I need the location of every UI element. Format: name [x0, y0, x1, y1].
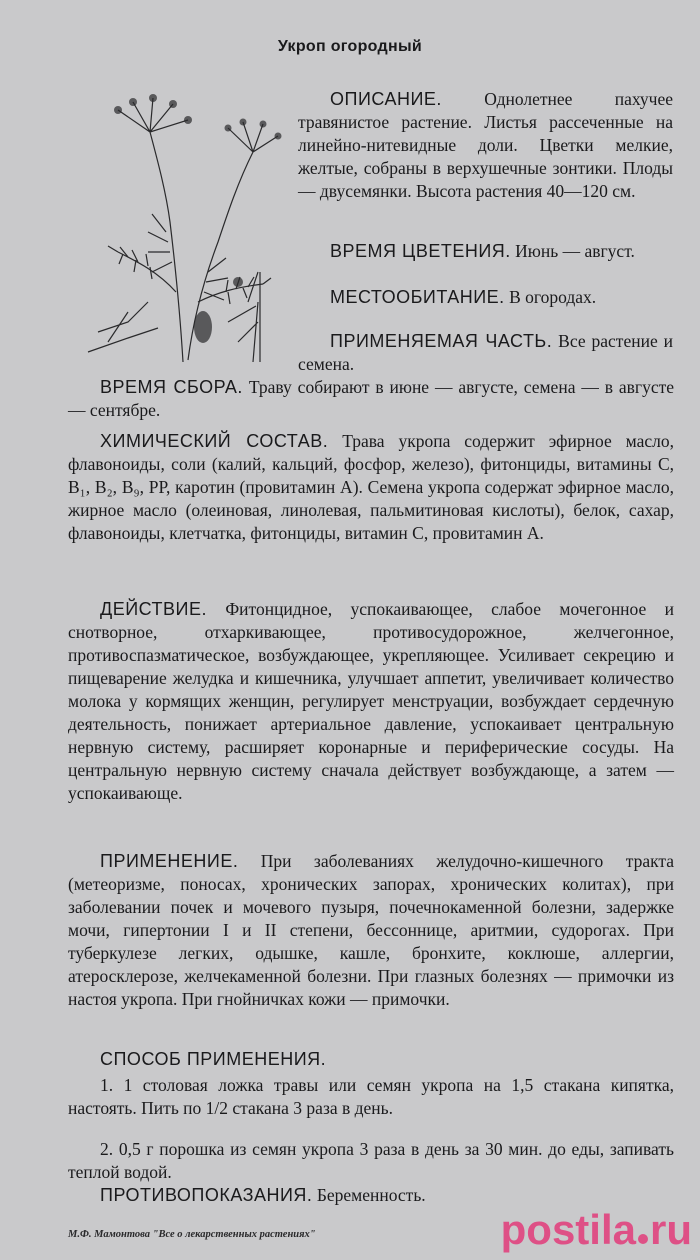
watermark-dot	[638, 1234, 648, 1244]
used-part-heading: ПРИМЕНЯЕМАЯ ЧАСТЬ.	[330, 331, 553, 351]
habitat-paragraph	[298, 286, 673, 309]
page-title: Укроп огородный	[277, 38, 423, 55]
watermark-domain: ru	[650, 1206, 692, 1253]
composition-text: Трава укропа содержит эфирное масло, флавоноиды, соли (калий, кальций, фосфор, железо), фитонциды, витамины С, B₁, B₂, B₉, РР, каротин (провитамин А). Семена укропа содержат эфирное масло, жирное масло (олеиновая, линолевая, пальмитиновая кислоты), белок, сахар, флавоноиды, клетчатка, фитонциды, витамин С, провитамин А.	[68, 431, 675, 543]
source-caption: М.Ф. Мамонтова "Все о лекарственных растениях"	[68, 1229, 316, 1240]
habitat-text: В огородах.	[509, 287, 597, 307]
application-heading: ПРИМЕНЕНИЕ.	[100, 851, 239, 871]
flowering-paragraph	[298, 240, 673, 263]
action-text: Фитонцидное, успокаивающее, слабое мочегонное и снотворное, отхаркивающее, противосудорожное, желчегонное, противоспазматическое, возбуждающее, укрепляющее. Усиливает секрецию и пищеварение желудка и кишечника, улучшает аппетит, увеличивает количество молока у кормящих женщин, регулирует менструации, возбуждает сердечную деятельность, понижает артериальное давление, успокаивает центральную нервную систему, расширяет коронарные и периферические сосуды. На центральную нервную систему сначала действует возбуждающе, а затем — успокаивающе.	[68, 599, 674, 803]
action-heading: ДЕЙСТВИЕ.	[100, 599, 207, 619]
flowering-text: Июнь — август.	[515, 241, 635, 261]
contraindications-text: Беременность.	[316, 1185, 426, 1205]
application-text: При заболеваниях желудочно-кишечного тракта (метеоризме, поносах, хронических запорах, хронических колитах), при заболевании почек и мочевого пузыря, почечнокаменной болезни, задержке мочи, гипертонии I и II степени, бессоннице, аритмии, судорогах. При туберкулезе легких, одышке, кашле, бронхите, коклюше, аллергии, атеросклерозе, желчекаменной болезни. При глазных болезнях — примочки из настоя укропа. При гнойничках кожи — примочки.	[68, 851, 674, 1009]
composition-paragraph	[68, 430, 674, 545]
used-part-paragraph	[298, 330, 673, 376]
harvest-text: Траву собирают в июне — августе, семена — в августе — сентябре.	[68, 377, 675, 420]
dill-plant-illustration	[78, 92, 288, 372]
method-heading: СПОСОБ ПРИМЕНЕНИЯ.	[100, 1049, 327, 1069]
method-item-1: 1. 1 столовая ложка травы или семян укропа на 1,5 стакана кипятка, настоять. Пить по 1/2 стакана 3 раза в день.	[68, 1075, 674, 1118]
method-heading-line	[68, 1048, 674, 1071]
description-heading: ОПИСАНИЕ.	[330, 89, 442, 109]
harvest-heading: ВРЕМЯ СБОРА.	[100, 377, 243, 397]
contraindications-paragraph	[68, 1184, 674, 1207]
used-part-text: Все растение и семена.	[298, 331, 673, 374]
contraindications-heading: ПРОТИВОПОКАЗАНИЯ.	[100, 1185, 313, 1205]
method-item-2: 2. 0,5 г порошка из семян укропа 3 раза в день за 30 мин. до еды, запивать теплой водой.	[68, 1139, 674, 1182]
watermark-text: postila	[500, 1206, 636, 1253]
harvest-paragraph	[68, 376, 674, 422]
composition-heading: ХИМИЧЕСКИЙ СОСТАВ.	[100, 431, 329, 451]
flowering-heading: ВРЕМЯ ЦВЕТЕНИЯ.	[330, 241, 511, 261]
habitat-heading: МЕСТООБИТАНИЕ.	[330, 287, 505, 307]
action-paragraph	[68, 598, 674, 805]
description-text: Однолетнее пахучее травянистое растение. Листья рассеченные на линейно-нитевидные доли. Цветки мелкие, желтые, собраны в верхушечные зонтики. Плоды — двусемянки. Высота растения 40—120 см.	[298, 89, 674, 201]
watermark-logo	[501, 1206, 692, 1254]
application-paragraph	[68, 850, 674, 1011]
description-paragraph	[298, 88, 673, 203]
